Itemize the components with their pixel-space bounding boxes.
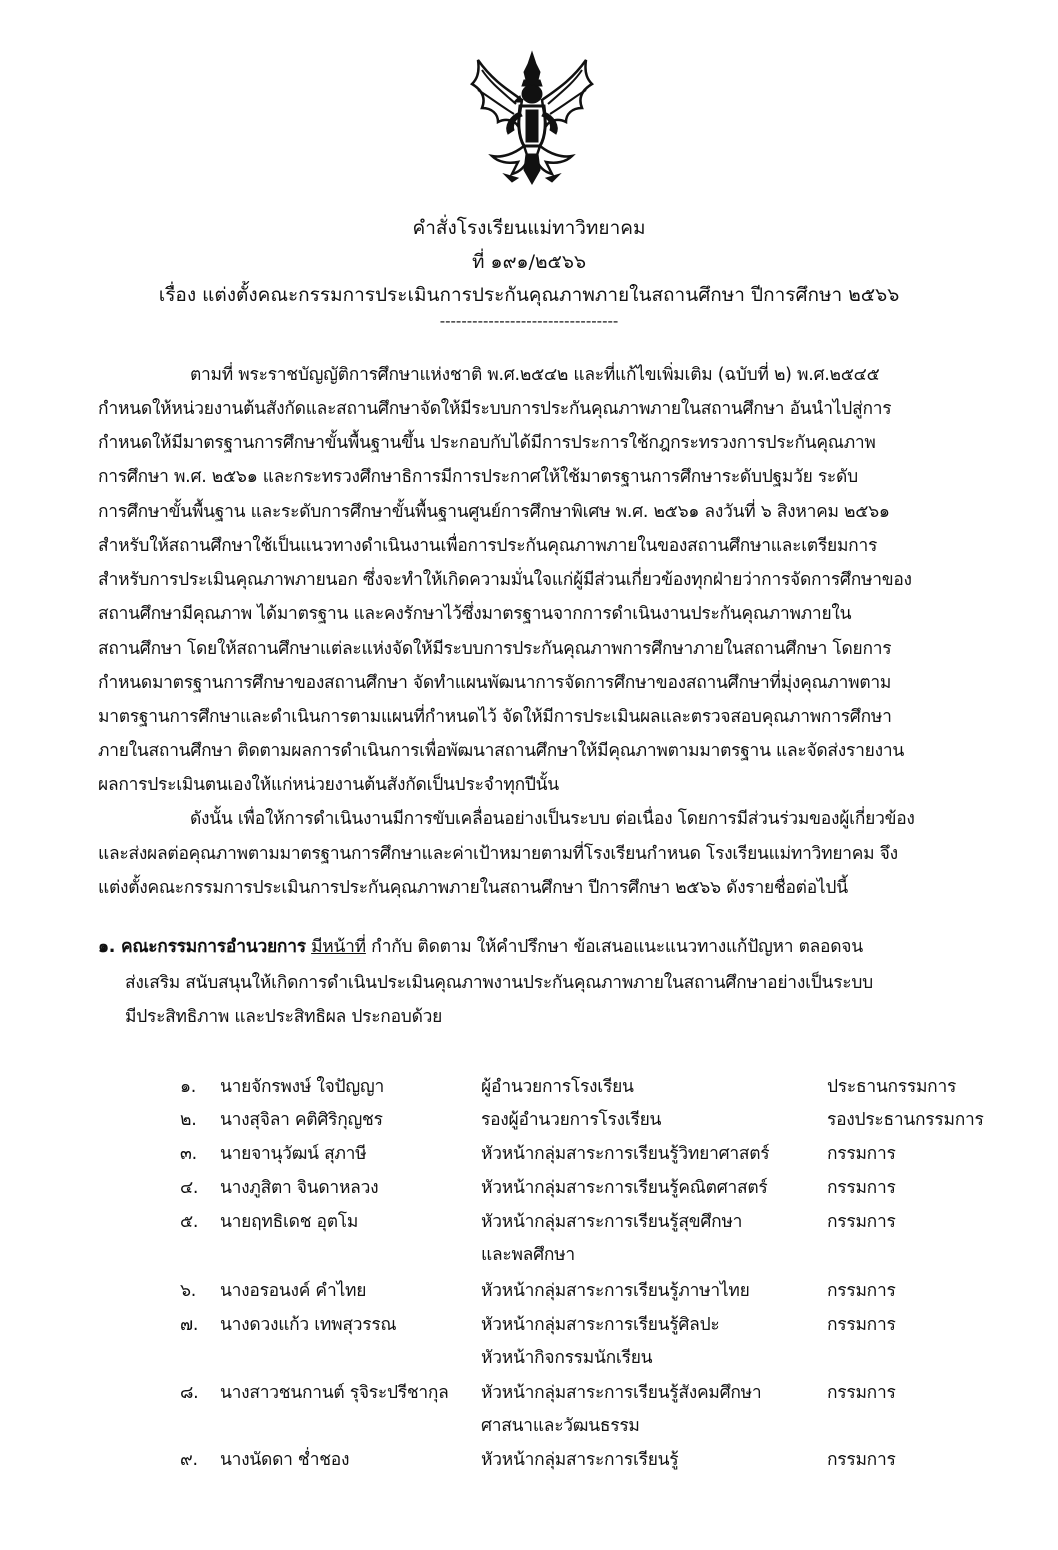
- member-name: นางสาวชนกานต์ รุจิระปรีชากุล: [220, 1383, 449, 1403]
- member-role: กรรมการ: [827, 1281, 896, 1301]
- member-number: ๘.: [180, 1383, 199, 1403]
- body-line: กำหนดให้มีมาตรฐานการศึกษาขั้นพื้นฐานขึ้น ประกอบกับได้มีการประการใช้กฎกระทรวงการประกันคุณภาพ: [98, 433, 876, 453]
- member-name: นางนัดดา ช่ำชอง: [220, 1450, 350, 1470]
- member-role: ประธานกรรมการ: [827, 1077, 957, 1097]
- order-subject: เรื่อง แต่งตั้งคณะกรรมการประเมินการประกันคุณภาพภายในสถานศึกษา ปีการศึกษา ๒๕๖๖: [158, 284, 900, 306]
- divider: ---------------------------------: [439, 312, 619, 330]
- member-number: ๕.: [180, 1212, 199, 1232]
- member-number: ๒.: [180, 1110, 197, 1130]
- member-role: กรรมการ: [827, 1178, 896, 1198]
- member-row-continued: [0, 1411, 1058, 1441]
- member-position-line2: หัวหน้ากิจกรรมนักเรียน: [481, 1348, 653, 1368]
- body-line: สำหรับการประเมินคุณภาพภายนอก ซึ่งจะทำให้เกิดความมั่นใจแก่ผู้มีส่วนเกี่ยวข้องทุกฝ่ายว่าการจัดการศึกษาของ: [98, 570, 912, 590]
- member-row: [0, 1207, 1058, 1237]
- member-row: [0, 1139, 1058, 1169]
- member-number: ๔.: [180, 1178, 199, 1198]
- body-line: สถานศึกษามีคุณภาพ ได้มาตรฐาน และคงรักษาไว้ซึ่งมาตรฐานจากการดำเนินงานประกันคุณภาพภายใน: [98, 604, 852, 624]
- member-role: รองประธานกรรมการ: [827, 1110, 984, 1130]
- duty-label: มีหน้าที่: [311, 937, 366, 957]
- member-number: ๑.: [180, 1077, 197, 1097]
- member-row: [0, 1072, 1058, 1102]
- member-number: ๙.: [180, 1450, 198, 1470]
- body-line: ผลการประเมินตนเองให้แก่หน่วยงานต้นสังกัดเป็นประจำทุกปีนั้น: [98, 775, 559, 795]
- member-role: กรรมการ: [827, 1315, 896, 1335]
- body-line: มาตรฐานการศึกษาและดำเนินการตามแผนที่กำหนดไว้ จัดให้มีการประเมินผลและตรวจสอบคุณภาพการศึกษา: [98, 707, 892, 727]
- section-heading: [98, 932, 863, 962]
- member-row: [0, 1310, 1058, 1340]
- member-position: หัวหน้ากลุ่มสาระการเรียนรู้คณิตศาสตร์: [481, 1178, 768, 1198]
- member-position: หัวหน้ากลุ่มสาระการเรียนรู้ศิลปะ: [481, 1315, 720, 1335]
- member-role: กรรมการ: [827, 1212, 896, 1232]
- member-number: ๗.: [180, 1315, 199, 1335]
- member-name: นายจักรพงษ์ ใจปัญญา: [220, 1077, 384, 1097]
- body-line: แต่งตั้งคณะกรรมการประเมินการประกันคุณภาพภายในสถานศึกษา ปีการศึกษา ๒๕๖๖ ดังรายชื่อต่อไปนี้: [98, 878, 848, 898]
- member-row: [0, 1173, 1058, 1203]
- member-position: หัวหน้ากลุ่มสาระการเรียนรู้: [481, 1450, 679, 1470]
- member-position: หัวหน้ากลุ่มสาระการเรียนรู้วิทยาศาสตร์: [481, 1144, 770, 1164]
- member-row-continued: [0, 1343, 1058, 1373]
- member-number: ๖.: [180, 1281, 197, 1301]
- body-line: และส่งผลต่อคุณภาพตามมาตรฐานการศึกษาและค่าเป้าหมายตามที่โรงเรียนกำหนด โรงเรียนแม่ทาวิทยาคม จึง: [98, 844, 898, 864]
- body-line: สถานศึกษา โดยให้สถานศึกษาแต่ละแห่งจัดให้มีระบบการประกันคุณภาพการศึกษาภายในสถานศึกษา โดยการ: [98, 639, 892, 659]
- order-title: คำสั่งโรงเรียนแม่ทาวิทยาคม: [412, 217, 646, 239]
- order-number: ที่ ๑๙๑/๒๕๖๖: [471, 251, 587, 273]
- body-line: ตามที่ พระราชบัญญัติการศึกษาแห่งชาติ พ.ศ.๒๕๔๒ และที่แก้ไขเพิ่มเติม (ฉบับที่ ๒) พ.ศ.๒๕๔๕: [190, 365, 880, 385]
- body-line: ดังนั้น เพื่อให้การดำเนินงานมีการขับเคลื่อนอย่างเป็นระบบ ต่อเนื่อง โดยการมีส่วนร่วมของผู้เกี่ยวข้อง: [190, 809, 915, 829]
- member-row: [0, 1105, 1058, 1135]
- garuda-emblem-icon: [468, 50, 596, 186]
- member-name: นายจานุวัฒน์ สุภาษี: [220, 1144, 367, 1164]
- member-name: นางดวงแก้ว เทพสุวรรณ: [220, 1315, 397, 1335]
- body-line: การศึกษา พ.ศ. ๒๕๖๑ และกระทรวงศึกษาธิการมีการประกาศให้ใช้มาตรฐานการศึกษาระดับปฐมวัย ระดับ: [98, 467, 858, 487]
- member-role: กรรมการ: [827, 1144, 896, 1164]
- member-name: นางภูสิตา จินดาหลวง: [220, 1178, 379, 1198]
- body-line: สำหรับให้สถานศึกษาใช้เป็นแนวทางดำเนินงานเพื่อการประกันคุณภาพภายในของสถานศึกษาและเตรียมการ: [98, 536, 878, 556]
- member-row: [0, 1276, 1058, 1306]
- member-position: หัวหน้ากลุ่มสาระการเรียนรู้สังคมศึกษา: [481, 1383, 762, 1403]
- body-line: กำหนดให้หน่วยงานต้นสังกัดและสถานศึกษาจัดให้มีระบบการประกันคุณภาพภายในสถานศึกษา อันนำไปสู่การ: [98, 399, 892, 419]
- body-line: กำหนดมาตรฐานการศึกษาของสถานศึกษา จัดทำแผนพัฒนาการจัดการศึกษาของสถานศึกษาที่มุ่งคุณภาพตาม: [98, 673, 892, 693]
- member-number: ๓.: [180, 1144, 197, 1164]
- body-line: ภายในสถานศึกษา ติดตามผลการดำเนินการเพื่อพัฒนาสถานศึกษาให้มีคุณภาพตามมาตรฐาน และจัดส่งรายงาน: [98, 741, 904, 761]
- section-duty-text: กำกับ ติดตาม ให้คำปรึกษา ข้อเสนอแนะแนวทางแก้ปัญหา ตลอดจน: [365, 937, 863, 957]
- member-name: นางอรอนงค์ คำไทย: [220, 1281, 367, 1301]
- member-role: กรรมการ: [827, 1450, 896, 1470]
- member-position-line2: และพลศึกษา: [481, 1245, 575, 1265]
- member-position: หัวหน้ากลุ่มสาระการเรียนรู้สุขศึกษา: [481, 1212, 743, 1232]
- section-line: มีประสิทธิภาพ และประสิทธิผล ประกอบด้วย: [125, 1007, 443, 1027]
- section-title: ๑. คณะกรรมการอำนวยการ: [98, 937, 306, 957]
- member-role: กรรมการ: [827, 1383, 896, 1403]
- member-name: นางสุจิลา คติศิริกุญชร: [220, 1110, 383, 1130]
- member-position: รองผู้อำนวยการโรงเรียน: [481, 1110, 662, 1130]
- member-row: [0, 1378, 1058, 1408]
- member-row: [0, 1445, 1058, 1475]
- member-position: หัวหน้ากลุ่มสาระการเรียนรู้ภาษาไทย: [481, 1281, 750, 1301]
- member-position-line2: ศาสนาและวัฒนธรรม: [481, 1416, 640, 1436]
- member-name: นายฤทธิเดช อุตโม: [220, 1212, 359, 1232]
- section-line: ส่งเสริม สนับสนุนให้เกิดการดำเนินประเมินคุณภาพงานประกันคุณภาพภายในสถานศึกษาอย่างเป็นระบบ: [125, 973, 873, 993]
- body-line: การศึกษาขั้นพื้นฐาน และระดับการศึกษาขั้นพื้นฐานศูนย์การศึกษาพิเศษ พ.ศ. ๒๕๖๑ ลงวันที่ ๖ สิงหาคม ๒๕๖๑: [98, 502, 890, 522]
- member-position: ผู้อำนวยการโรงเรียน: [481, 1077, 634, 1097]
- member-row-continued: [0, 1240, 1058, 1270]
